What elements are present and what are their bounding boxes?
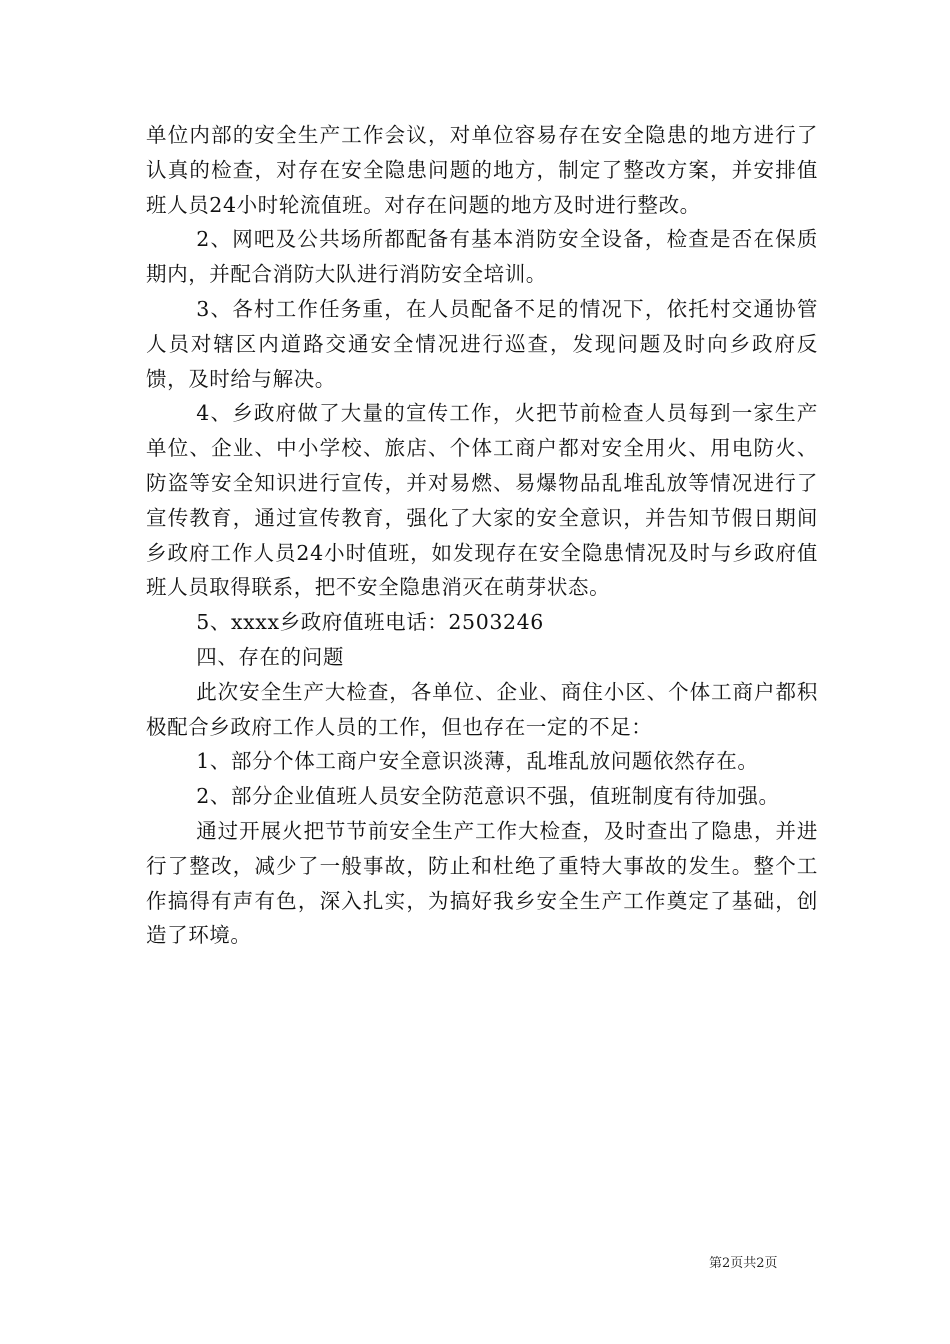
paragraph-1: 单位内部的安全生产工作会议，对单位容易存在安全隐患的地方进行了认真的检查，对存在安全隐患问题的地方，制定了整改方案，并安排值班人员24小时轮流值班。对存在问题的地方及时进行整改。 [146, 123, 818, 217]
paragraph-2: 2、网吧及公共场所都配备有基本消防安全设备，检查是否在保质期内，并配合消防大队进行消防安全培训。 [146, 227, 818, 287]
paragraph-10-conclusion: 通过开展火把节节前安全生产工作大检查，及时查出了隐患，并进行了整改，减少了一般事故，防止和杜绝了重特大事故的发生。整个工作搞得有声有色，深入扎实，为搞好我乡安全生产工作奠定了基础，创造了环境。 [146, 818, 818, 948]
paragraph-9: 2、部分企业值班人员安全防范意识不强，值班制度有待加强。 [196, 784, 780, 809]
section-heading-problems: 四、存在的问题 [196, 644, 344, 669]
paragraph-8: 1、部分个体工商户安全意识淡薄，乱堆乱放问题依然存在。 [196, 749, 759, 774]
paragraph-3: 3、各村工作任务重，在人员配备不足的情况下，依托村交通协管人员对辖区内道路交通安全情况进行巡查，发现问题及时向乡政府反馈，及时给与解决。 [146, 296, 818, 391]
paragraph-7: 此次安全生产大检查，各单位、企业、商住小区、个体工商户都积极配合乡政府工作人员的工作，但也存在一定的不足： [146, 679, 818, 739]
document-body [146, 118, 818, 953]
page-indicator: 第2页共2页 [709, 1256, 778, 1271]
paragraph-5-duty-phone: 5、xxxx乡政府值班电话：2503246 [196, 610, 544, 635]
paragraph-4: 4、乡政府做了大量的宣传工作，火把节前检查人员每到一家生产单位、企业、中小学校、旅店、个体工商户都对安全用火、用电防火、防盗等安全知识进行宣传，并对易燃、易爆物品乱堆乱放等情况进行了宣传教育，通过宣传教育，强化了大家的安全意识，并告知节假日期间乡政府工作人员24小时值班，如发现存在安全隐患情况及时与乡政府值班人员取得联系，把不安全隐患消灭在萌芽状态。 [146, 401, 818, 600]
